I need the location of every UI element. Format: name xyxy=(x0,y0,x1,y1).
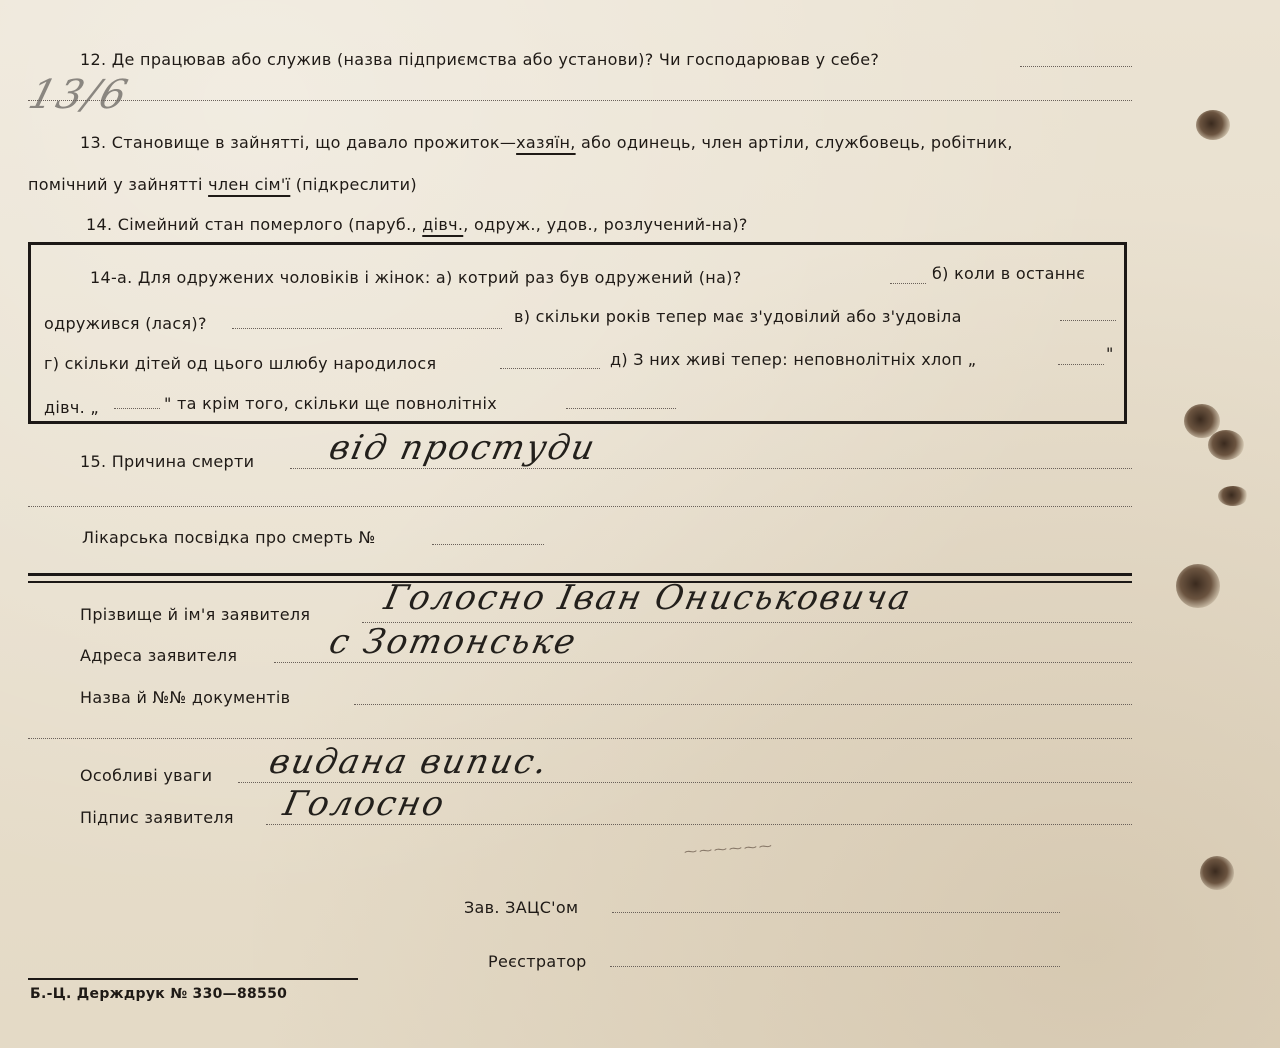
head-of-registry-fill xyxy=(612,912,1060,913)
applicant-name-handwritten: Голосно Іван Ониськовича xyxy=(380,578,916,618)
q14a-line3-a: г) скільки дітей од цього шлюбу народилося xyxy=(44,354,437,373)
q14a-fill-b xyxy=(232,328,502,329)
q13-family-member-underlined: член сім'ї xyxy=(208,175,291,194)
signature-label: Підпис заявителя xyxy=(80,808,234,827)
q14a-fill-g xyxy=(566,408,676,409)
q14-text-end: , одруж., удов., розлучений-на)? xyxy=(463,215,748,234)
q14a-fill-f xyxy=(114,408,160,409)
q14-maiden-underlined: дівч. xyxy=(422,215,464,234)
q14a-line3-c: " xyxy=(1106,344,1114,363)
q12-fill-line-1 xyxy=(1020,66,1132,67)
q13-text-end: або одинець, член артіли, службовець, робітник, xyxy=(581,133,1013,152)
q12-label: 12. Де працював або служив (назва підприємства або установи)? Чи господарював у себе? xyxy=(80,50,880,69)
applicant-address-handwritten: с Зотонське xyxy=(325,622,581,662)
imprint-rule xyxy=(28,978,358,980)
q15-cause-handwritten: від простуди xyxy=(325,428,600,468)
q14a-line3-b: д) З них живі тепер: неповнолітніх хлоп „ xyxy=(610,350,977,369)
registrar-fill xyxy=(610,966,1060,967)
q15-fill-line-2 xyxy=(28,506,1132,507)
q14a-line1-b: б) коли в останнє xyxy=(932,264,1086,283)
applicant-address-fill xyxy=(274,662,1132,663)
head-of-registry-label: Зав. ЗАЦС'ом xyxy=(464,898,579,917)
binder-hole-3 xyxy=(1208,430,1244,460)
applicant-name-label: Прізвище й ім'я заявителя xyxy=(80,605,311,624)
q13-text-start: 13. Становище в зайнятті, що давало прожиток— xyxy=(80,133,517,152)
binder-hole-5 xyxy=(1176,564,1220,608)
q14a-line2-b: в) скільки років тепер має з'удовілий або з'удовіла xyxy=(514,307,962,326)
q12-fill-line-2 xyxy=(28,100,1132,101)
section-divider-top xyxy=(28,573,1132,576)
q13-line1 xyxy=(80,133,1013,152)
q14-text-start: 14. Сімейний стан померлого (паруб., xyxy=(86,215,417,234)
q14a-line1-a: 14-а. Для одружених чоловіків і жінок: а) котрий раз був одружений (на)? xyxy=(90,268,742,287)
q13-line2-end: (підкреслити) xyxy=(295,175,417,194)
q14a-line2-a: одружився (лася)? xyxy=(44,314,207,333)
faint-stamp-mark: ⁓⁓⁓⁓⁓⁓ xyxy=(683,838,775,861)
q15-label: 15. Причина смерти xyxy=(80,452,255,471)
notes-label: Особливі уваги xyxy=(80,766,213,785)
q14a-fill-c xyxy=(1060,320,1116,321)
medical-certificate-label: Лікарська посвідка про смерть № xyxy=(82,528,376,547)
binder-hole-6 xyxy=(1200,856,1234,890)
q14a-fill-a xyxy=(890,283,926,284)
q14a-fill-e xyxy=(1058,364,1104,365)
applicant-signature-handwritten: Голосно xyxy=(279,784,450,824)
medical-certificate-fill xyxy=(432,544,544,545)
q14a-line4-b: " та крім того, скільки ще повнолітніх xyxy=(164,394,497,413)
signature-fill xyxy=(266,824,1132,825)
binder-hole-1 xyxy=(1196,110,1230,140)
printer-imprint: Б.-Ц. Держдрук № 330—88550 xyxy=(30,986,288,1002)
q13-line2-start: помічний у зайнятті xyxy=(28,175,203,194)
notes-handwritten: видана випис. xyxy=(265,742,553,782)
q14a-fill-d xyxy=(500,368,600,369)
margin-handwritten-number: 13/6 xyxy=(23,72,134,118)
documents-fill-line-1 xyxy=(354,704,1132,705)
q13-line2 xyxy=(28,175,417,194)
q13-owner-underlined: хазяїн, xyxy=(516,133,576,152)
applicant-address-label: Адреса заявителя xyxy=(80,646,238,665)
notes-fill xyxy=(238,782,1132,783)
registrar-label: Реєстратор xyxy=(488,952,587,971)
binder-hole-4 xyxy=(1218,486,1248,506)
q14a-line4-a: дівч. „ xyxy=(44,398,99,417)
q14-line xyxy=(86,215,748,234)
q15-fill-line-1 xyxy=(290,468,1132,469)
documents-fill-line-2 xyxy=(28,738,1132,739)
documents-label: Назва й №№ документів xyxy=(80,688,291,707)
